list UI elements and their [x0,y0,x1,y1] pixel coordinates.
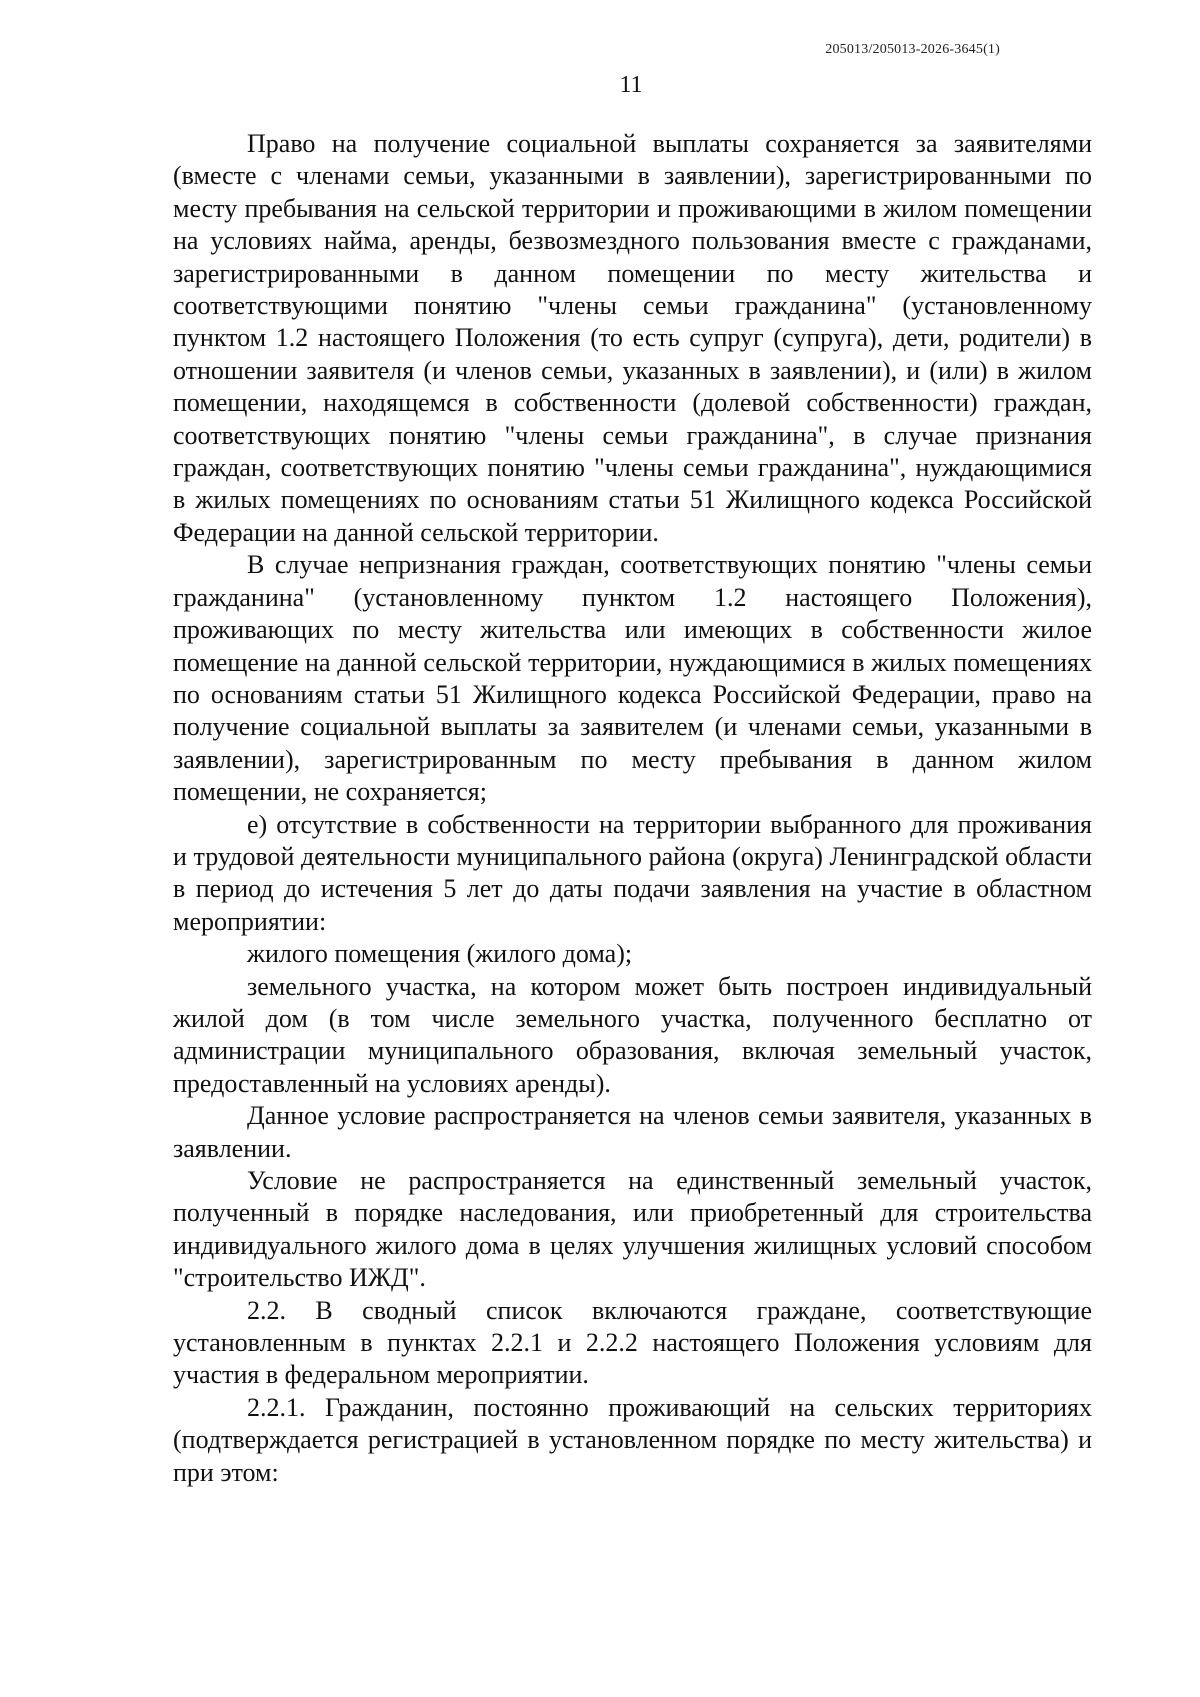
page-number: 11 [619,72,643,98]
paragraph: 2.2.1. Гражданин, постоянно проживающий на сельских территориях (подтверждается регистрацией в установленном порядке по месту жительства) и при этом: [173,1392,1092,1487]
document-body [173,128,1092,1489]
document-id: 205013/205013-2026-3645(1) [825,42,1000,57]
paragraph: В случае непризнания граждан, соответствующих понятию "члены семьи гражданина" (установленному пунктом 1.2 настоящего Положения), проживающих по месту жительства или имеющих в собственности жилое помещение на данной сельской территории, нуждающимися в жилых помещениях по основаниям статьи 51 Жилищного кодекса Российской Федерации, право на получение социальной выплаты за заявителем (и членами семьи, указанными в заявлении), зарегистрированным по месту пребывания в данном жилом помещении, не сохраняется; [173,550,1092,807]
paragraph: Условие не распространяется на единственный земельный участок, полученный в порядке наследования, или приобретенный для строительства индивидуального жилого дома в целях улучшения жилищных условий способом "строительство ИЖД". [173,1166,1092,1293]
paragraph: жилого помещения (жилого дома); [247,939,633,969]
paragraph: 2.2. В сводный список включаются граждане, соответствующие установленным в пунктах 2.2.1 и 2.2.2 настоящего Положения условиям для участия в федеральном мероприятии. [173,1295,1092,1390]
paragraph: е) отсутствие в собственности на территории выбранного для проживания и трудовой деятельности муниципального района (округа) Ленинградской области в период до истечения 5 лет до даты подачи заявления на участие в областном мероприятии: [173,809,1092,936]
paragraph: земельного участка, на котором может быть построен индивидуальный жилой дом (в том числе земельного участка, полученного бесплатно от администрации муниципального образования, включая земельный участок, предоставленный на условиях аренды). [173,971,1092,1098]
paragraph: Данное условие распространяется на членов семьи заявителя, указанных в заявлении. [173,1101,1092,1163]
paragraph: Право на получение социальной выплаты сохраняется за заявителями (вместе с членами семьи, указанными в заявлении), зарегистрированными по месту пребывания на сельской территории и проживающими в жилом помещении на условиях найма, аренды, безвозмездного пользования вместе с гражданами, зарегистрированными в данном помещении по месту жительства и соответствующими понятию "члены семьи гражданина" (установленному пунктом 1.2 настоящего Положения (то есть супруг (супруга), дети, родители) в отношении заявителя (и членов семьи, указанных в заявлении), и (или) в жилом помещении, находящемся в собственности (долевой собственности) граждан, соответствующих понятию "члены семьи гражданина", в случае признания граждан, соответствующих понятию "члены семьи гражданина", нуждающимися в жилых помещениях по основаниям статьи 51 Жилищного кодекса Российской Федерации на данной сельской территории. [173,129,1092,547]
